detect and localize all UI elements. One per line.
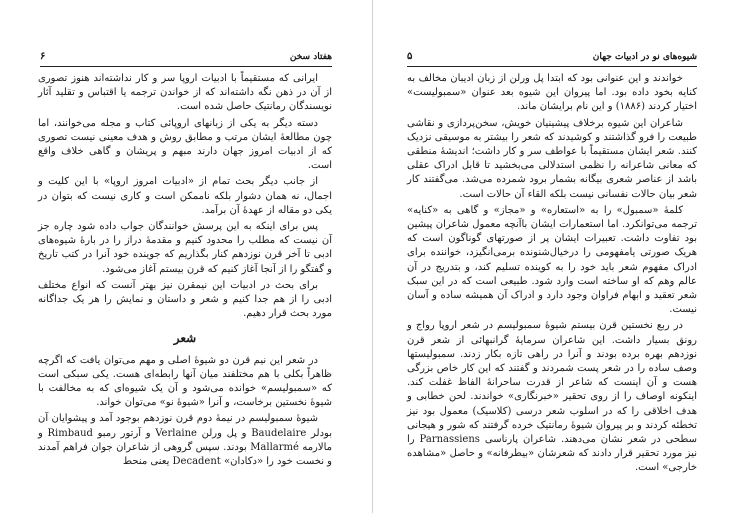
- paragraph: از جانب دیگر بحث تمام از «ادبیات امروز اروپا» با این کلیت و اجمال، نه همان دشوار بلکه ناممکن است و کاری نیست که بتوان در یکی دو مقاله از عهدهٔ آن برآمد.: [38, 176, 332, 216]
- running-head: شیوه‌های نو در ادبیات جهان: [592, 52, 697, 62]
- paragraph: شاعران این شیوه برخلاف پیشینیان خویش، سخن‌پردازی و نقاشی طبیعت را فرو گذاشتند و کوشیدند که شعر را بیشتر به موسیقی نزدیک کنند. شعر ایشان مستقیماً با عواطف سر و کار داشت؛ اندیشهٔ منطقی که معانی شاعرانه را نظمی استدلالی می‌بخشید تا قابل ادراک عقلی باشد از عناصر شعری بیگانه بشمار برود شمرده می‌شد. می‌گفتند کار شعر بیان حالات نفسانی نیست بلکه القاء آن حالات است.: [407, 117, 697, 200]
- left-page: [0, 0, 372, 513]
- paragraph: کلمهٔ «سمبول» را به «استعاره» و «مجاز» و گاهی به «کنایه» ترجمه می‌توانکرد. اما استعمارات ایشان باآنچه معمول شاعران پیشین بود تفاوت داشت. تعبیرات ایشان پر از صورتهای گوناگون است که هریک صورتی یامفهومی را درخیال‌شنونده برمی‌انگیزد، خواننده برای ادراک مفهوم شعر باید خود را به کوینده تسلیم کند، و بتدریج در آن عالم وهم که او ساخته است وارد شود. طبیعی است که در این سبک شعر تعقید و ابهام فراوان وجود دارد و ادراک آن همیشه ساده و آسان نیست.: [407, 204, 697, 316]
- page-number: ۵: [407, 51, 413, 62]
- section-title: شعر: [173, 331, 197, 346]
- page-number: ۶: [40, 51, 46, 62]
- paragraph: شیوهٔ سمبولیسم در نیمهٔ دوم قرن نوزدهم بوجود آمد و پیشوایان آن بودلر Baudelaire و پل ورلن Verlaine و آرتور رمبو Rimbaud و مالارمه Mallarmé بودند. سپس گروهی از شاعران جوان فراهم آمدند و نخست خود را «دکادان» Decadent یعنی منحط: [38, 413, 332, 468]
- right-page: [373, 0, 745, 513]
- running-head: هفتاد سخن: [289, 52, 332, 62]
- paragraph: در ربع نخستین قرن بیستم شیوهٔ سمبولیسم در شعر اروپا رواج و رونق بسیار داشت. این شاعران سرمایهٔ گرانبهائی از شعر قرن نوزدهم بهره برده بودند و آنرا در راهی تازه بکار زدند. سمبولیستها وصف ساده را در شعر پست شمردند و گفتند که این کار خاص بزرگی هست و آن اینست که شاعر از قدرت ساحرانهٔ الفاظ غفلت کند. اینکونه اوصاف را از روی تحقیر «خبرنگاری» خواندند. لحن خطابی و هدف اخلاقی را که در اسلوب شعر درسی (کلاسیک) معمول بود نیز تخطئه کردند و بر پیروان شیوهٔ رمانتیک خرده گرفتند که شور و هیجانی سطحی در شعر نشان می‌دهند. شاعران پارناسی Parnassiens را نیز مورد تحقیر قرار دادند که شعرشان «بیطرفانه» و حاصل «مشاهده خارجی» است.: [407, 320, 697, 474]
- paragraph: در شعر این نیم قرن دو شیوهٔ اصلی و مهم می‌توان یافت که اگرچه ظاهراً بکلی با هم مختلفند میان آنها رابطه‌ای هست. یکی سبکی است که «سمبولیسم» خوانده می‌شود و آن یک شیوه‌ای که به مخالفت با شیوهٔ نخستین برخاست، و آنرا «شیوهٔ نو» می‌توان خواند.: [38, 354, 332, 409]
- paragraph: برای بحث در ادبیات این نیمقرن نیز بهتر آنست که انواع مختلف ادبی را از هم جدا کنیم و شعر و داستان و نمایش را هر یک جداگانه مورد بحث قرار دهیم.: [38, 279, 332, 320]
- paragraph: ایرانی که مستقیماً با ادبیات اروپا سر و کار نداشته‌اند هنوز تصوری از آن در ذهن نگه داشته‌اند که از خواندن ترجمه یا اقتباس و تقلید آثار نویسندگان رمانتیک حاصل شده است.: [38, 73, 332, 113]
- paragraph: پس برای اینکه به این پرسش خوانندگان جواب داده شود چاره جز آن نیست که مطلب را محدود کنیم و مقدمهٔ دراز را در بارهٔ شیوه‌های ادبی تا آخر قرن نوزدهم کنار بگذاریم که جوینده خود آنرا در کتب تاریخ و گفتگو را از آنجا آغاز کنیم که قرن بیستم آغاز می‌شود.: [38, 221, 332, 275]
- right-page-header: [407, 52, 697, 67]
- left-page-header: [40, 52, 332, 67]
- left-page-body: [38, 72, 332, 471]
- right-page-body: [407, 72, 697, 478]
- paragraph: خواندند و این عنوانی بود که ابتدا پل ورلن از زبان ادیبان مخالف به کنایه بخود داده بود. اما پیروان این شیوه بعد عنوان «سمبولیست» اختیار کردند (۱۸۸۶) و این نام برایشان ماند.: [407, 73, 697, 113]
- paragraph: دسته دیگر به یکی از زبانهای اروپائی کتاب و مجله می‌خوانند، اما چون مطالعهٔ ایشان مرتب و مطابق روش و هدف معینی نیست تصوری که از ادبیات امروز جهان دارند مبهم و پریشان و گاهی خلاف واقع است.: [38, 117, 332, 172]
